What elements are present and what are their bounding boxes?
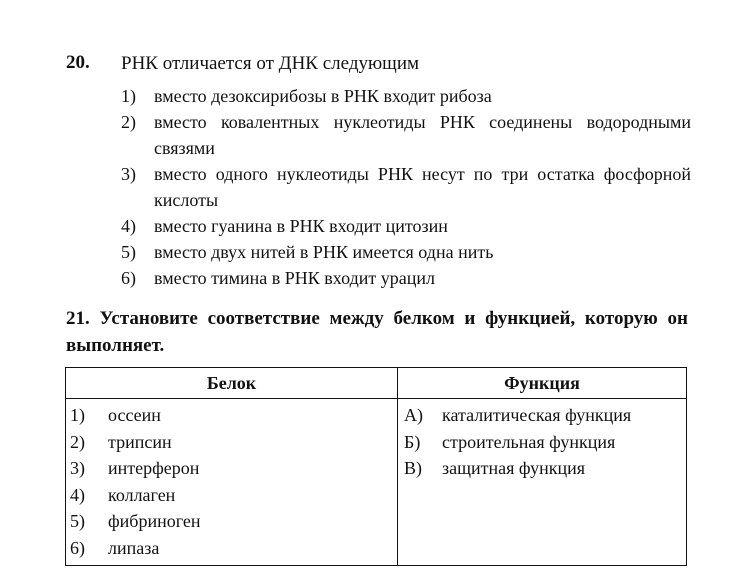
matching-table <box>65 367 687 566</box>
function-list <box>398 402 686 482</box>
option-text: вместо одного нуклеотиды РНК несут по три остатка фосфорной кислоты <box>154 164 691 210</box>
option-number: 5) <box>121 242 136 262</box>
option-text: вместо тимина в РНК входит урацил <box>154 268 435 288</box>
option-text: вместо ковалентных нуклеотиды РНК соединены водородными связями <box>154 112 691 158</box>
question-20-options <box>121 83 691 291</box>
protein-name: липаза <box>108 537 160 558</box>
option-text: вместо дезоксирибозы в РНК входит рибоза <box>154 86 492 106</box>
option-number: 4) <box>121 216 136 236</box>
protein-number: 1) <box>70 405 85 425</box>
protein-cell <box>66 399 398 566</box>
protein-name: трипсин <box>108 431 172 452</box>
question-20-text: РНК отличается от ДНК следующим <box>121 53 420 74</box>
option-number: 2) <box>121 112 136 132</box>
protein-name: интерферон <box>108 458 200 478</box>
protein-name: оссеин <box>108 405 161 425</box>
function-name: защитная функция <box>442 458 585 478</box>
function-name: строительная функция <box>442 431 616 452</box>
option-item <box>121 109 691 161</box>
protein-item <box>66 508 397 535</box>
option-number: 3) <box>121 164 136 184</box>
function-item <box>398 455 686 482</box>
function-letter: Б) <box>404 431 421 452</box>
option-text: вместо двух нитей в РНК имеется одна нить <box>154 242 494 262</box>
header-function: Функция <box>398 368 687 399</box>
function-item <box>398 402 686 429</box>
function-item <box>398 429 686 456</box>
protein-item <box>66 535 397 562</box>
option-item <box>121 161 691 213</box>
option-item <box>121 239 691 265</box>
protein-number: 6) <box>70 537 85 558</box>
function-cell <box>398 399 687 566</box>
protein-number: 5) <box>70 511 85 531</box>
function-name: каталитическая функция <box>442 405 632 425</box>
function-letter: В) <box>404 458 422 478</box>
protein-name: фибриноген <box>108 511 201 531</box>
protein-item <box>66 402 397 429</box>
function-letter: А) <box>404 405 423 425</box>
protein-number: 4) <box>70 484 85 505</box>
protein-item <box>66 429 397 456</box>
question-21-text: 21. Установите соответствие между белком и функцией, которую он выполняет. <box>66 308 688 356</box>
table-header-row <box>66 368 687 399</box>
protein-item <box>66 482 397 509</box>
option-text: вместо гуанина в РНК входит цитозин <box>154 216 448 236</box>
table-row <box>66 399 687 566</box>
header-protein: Белок <box>66 368 398 399</box>
protein-name: коллаген <box>108 484 176 505</box>
protein-number: 3) <box>70 458 85 478</box>
protein-item <box>66 455 397 482</box>
question-20-number: 20. <box>66 52 90 73</box>
protein-number: 2) <box>70 431 85 452</box>
option-item <box>121 265 691 291</box>
protein-list <box>66 402 397 561</box>
option-item <box>121 83 691 109</box>
option-number: 6) <box>121 268 136 288</box>
option-item <box>121 213 691 239</box>
option-number: 1) <box>121 86 136 106</box>
